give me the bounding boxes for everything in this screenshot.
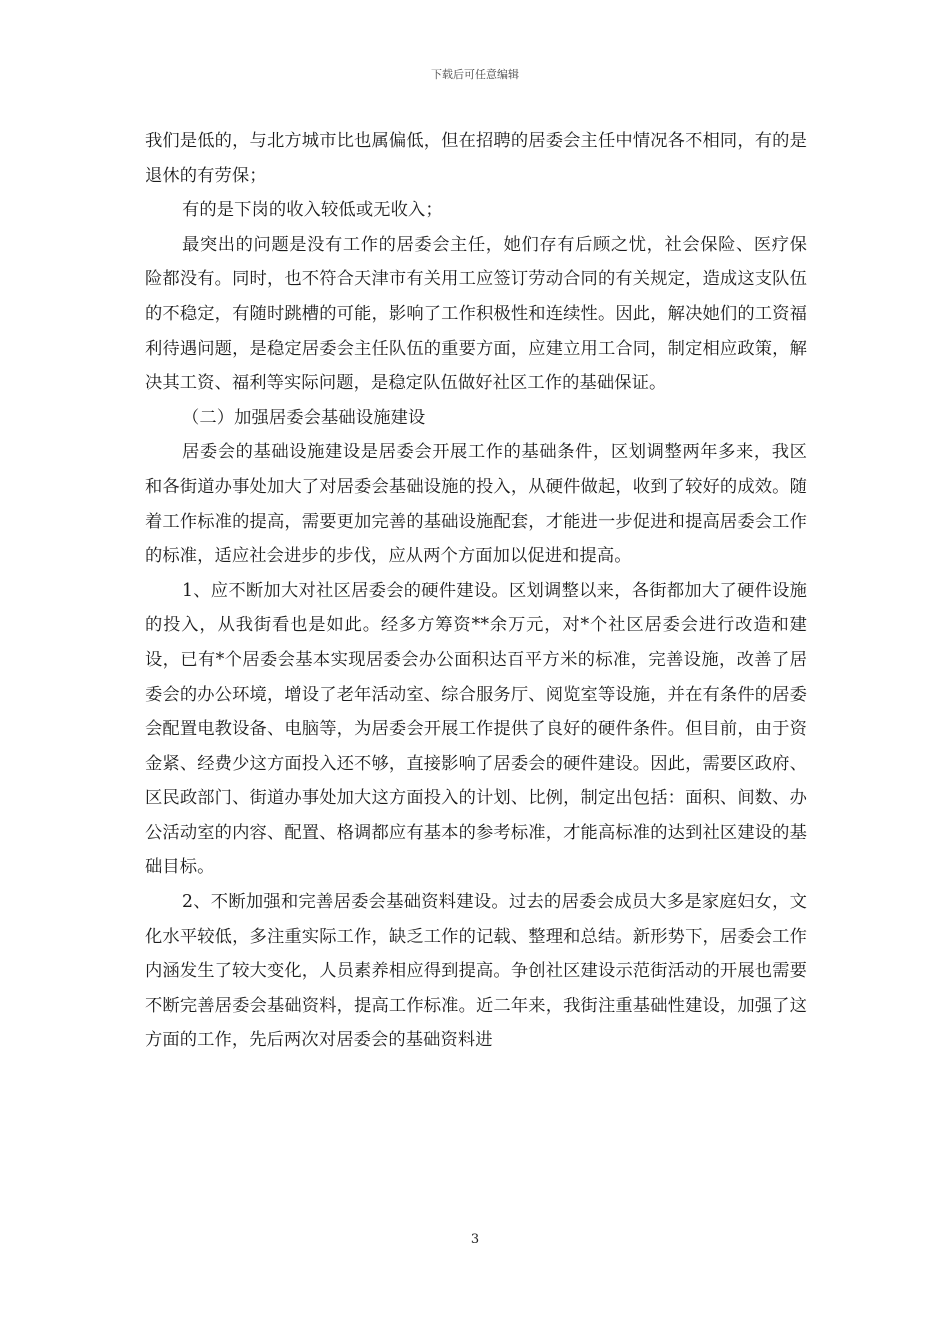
page-number: 3	[470, 1232, 480, 1247]
paragraph-6: 2、不断加强和完善居委会基础资料建设。过去的居委会成员大多是家庭妇女，文化水平较低，多注重实际工作，缺乏工作的记载、整理和总结。新形势下，居委会工作内涵发生了较大变化，人员素养相应得到提高。争创社区建设示范街活动的开展也需要不断完善居委会基础资料，提高工作标准。近二年来，我街注重基础性建设，加强了这方面的工作，先后两次对居委会的基础资料进	[145, 892, 807, 1051]
section-heading: （二）加强居委会基础设施建设	[182, 407, 426, 428]
document-body	[145, 124, 807, 1058]
page-header: 下载后可任意编辑	[431, 68, 519, 81]
paragraph-5: 1、应不断加大对社区居委会的硬件建设。区划调整以来，各街都加大了硬件设施的投入，从我街看也是如此。经多方筹资**余万元，对*个社区居委会进行改造和建设，已有*个居委会基本实现居委会办公面积达百平方米的标准，完善设施，改善了居委会的办公环境，增设了老年活动室、综合服务厅、阅览室等设施，并在有条件的居委会配置电教设备、电脑等，为居委会开展工作提供了良好的硬件条件。但目前，由于资金紧、经费少这方面投入还不够，直接影响了居委会的硬件建设。因此，需要区政府、区民政部门、街道办事处加大这方面投入的计划、比例，制定出包括：面积、间数、办公活动室的内容、配置、格调都应有基本的参考标准，才能高标准的达到社区建设的基础目标。	[145, 580, 807, 878]
paragraph-2: 有的是下岗的收入较低或无收入；	[182, 200, 443, 221]
paragraph-4: 居委会的基础设施建设是居委会开展工作的基础条件，区划调整两年多来，我区和各街道办事处加大了对居委会基础设施的投入，从硬件做起，收到了较好的成效。随着工作标准的提高，需要更加完善的基础设施配套，才能进一步促进和提高居委会工作的标准，适应社会进步的步伐，应从两个方面加以促进和提高。	[145, 442, 807, 567]
paragraph-1: 我们是低的，与北方城市比也属偏低，但在招聘的居委会主任中情况各不相同，有的是退休的有劳保；	[145, 131, 807, 186]
paragraph-3: 最突出的问题是没有工作的居委会主任，她们存有后顾之忧，社会保险、医疗保险都没有。同时，也不符合天津市有关用工应签订劳动合同的有关规定，造成这支队伍的不稳定，有随时跳槽的可能，影响了工作积极性和连续性。因此，解决她们的工资福利待遇问题，是稳定居委会主任队伍的重要方面，应建立用工合同，制定相应政策，解决其工资、福利等实际问题，是稳定队伍做好社区工作的基础保证。	[145, 234, 807, 394]
